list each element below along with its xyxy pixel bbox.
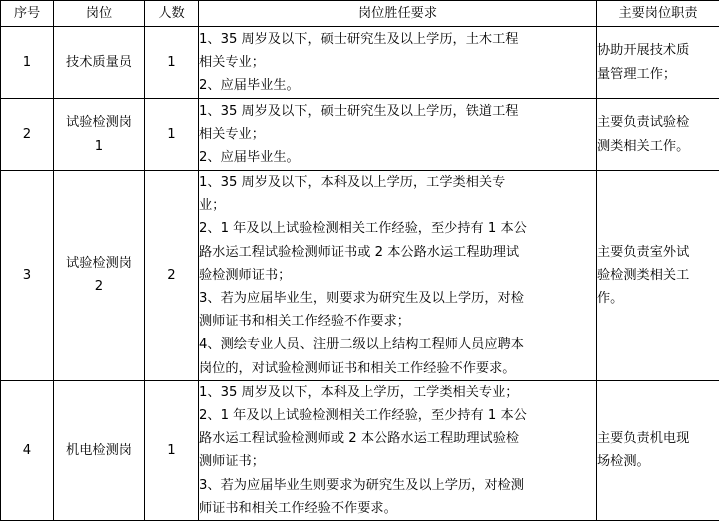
row-count: 1 [145,380,199,520]
row-requirements [199,380,597,520]
position-line: 2 [54,275,144,298]
row-no: 3 [1,171,54,381]
table-row [1,380,719,520]
requirement-line: 1、35 周岁及以下，硕士研究生及以上学历，铁道工程 [199,100,596,123]
row-position [54,27,145,99]
table-row [1,27,719,99]
position-line: 机电检测岗 [54,439,144,462]
duty-line: 主要负责试验检 [597,111,719,134]
requirement-line: 业； [199,194,596,217]
requirement-line: 路水运工程试验检测师证书或 2 本公路水运工程助理试 [199,241,596,264]
requirement-line: 3、若为应届毕业生则要求为研究生及以上学历，对检测 [199,474,596,497]
header-count: 人数 [145,1,199,27]
duty-line: 协助开展技术质 [597,39,719,62]
header-position: 岗位 [54,1,145,27]
requirement-line: 3、若为应届毕业生，则要求为研究生及以上学历，对检 [199,287,596,310]
row-count: 2 [145,171,199,381]
header-requirements: 岗位胜任要求 [199,1,597,27]
position-line: 试验检测岗 [54,252,144,275]
duty-line: 量管理工作； [597,63,719,86]
header-no: 序号 [1,1,54,27]
requirement-line: 路水运工程试验检测师或 2 本公路水运工程助理试验检 [199,427,596,450]
row-duties [597,171,719,381]
position-line: 1 [54,135,144,158]
row-no: 2 [1,99,54,171]
duty-line: 场检测。 [597,450,719,473]
duty-line: 主要负责室外试 [597,241,719,264]
requirement-line: 师证书和相关工作经验不作要求。 [199,497,596,520]
requirement-line: 验检测师证书； [199,264,596,287]
duty-line: 测类相关工作。 [597,135,719,158]
requirement-line: 测师证书； [199,450,596,473]
requirement-line: 2、应届毕业生。 [199,74,596,97]
requirement-line: 2、1 年及以上试验检测相关工作经验，至少持有 1 本公 [199,217,596,240]
row-position [54,99,145,171]
row-no: 1 [1,27,54,99]
row-no: 4 [1,380,54,520]
requirement-line: 2、应届毕业生。 [199,146,596,169]
requirement-line: 4、测绘专业人员、注册二级以上结构工程师人员应聘本 [199,333,596,356]
duty-line: 作。 [597,287,719,310]
position-line: 试验检测岗 [54,111,144,134]
row-duties [597,27,719,99]
row-count: 1 [145,27,199,99]
requirement-line: 岗位的，对试验检测师证书和相关工作经验不作要求。 [199,357,596,380]
requirement-line: 1、35 周岁及以下，本科及上学历，工学类相关专业； [199,381,596,404]
duty-line: 主要负责机电现 [597,427,719,450]
header-row [1,1,719,27]
duty-line: 验检测类相关工 [597,264,719,287]
requirement-line: 1、35 周岁及以下，本科及以上学历，工学类相关专 [199,171,596,194]
header-duties: 主要岗位职责 [597,1,719,27]
requirement-line: 相关专业； [199,51,596,74]
position-line: 技术质量员 [54,51,144,74]
row-requirements [199,99,597,171]
row-count: 1 [145,99,199,171]
table-row [1,99,719,171]
requirement-line: 2、1 年及以上试验检测相关工作经验，至少持有 1 本公 [199,404,596,427]
row-duties [597,99,719,171]
row-requirements [199,27,597,99]
row-requirements [199,171,597,381]
row-position [54,380,145,520]
requirement-line: 相关专业； [199,123,596,146]
requirement-line: 1、35 周岁及以下，硕士研究生及以上学历，土木工程 [199,28,596,51]
row-position [54,171,145,381]
table-row [1,171,719,381]
requirement-line: 测师证书和相关工作经验不作要求； [199,310,596,333]
row-duties [597,380,719,520]
